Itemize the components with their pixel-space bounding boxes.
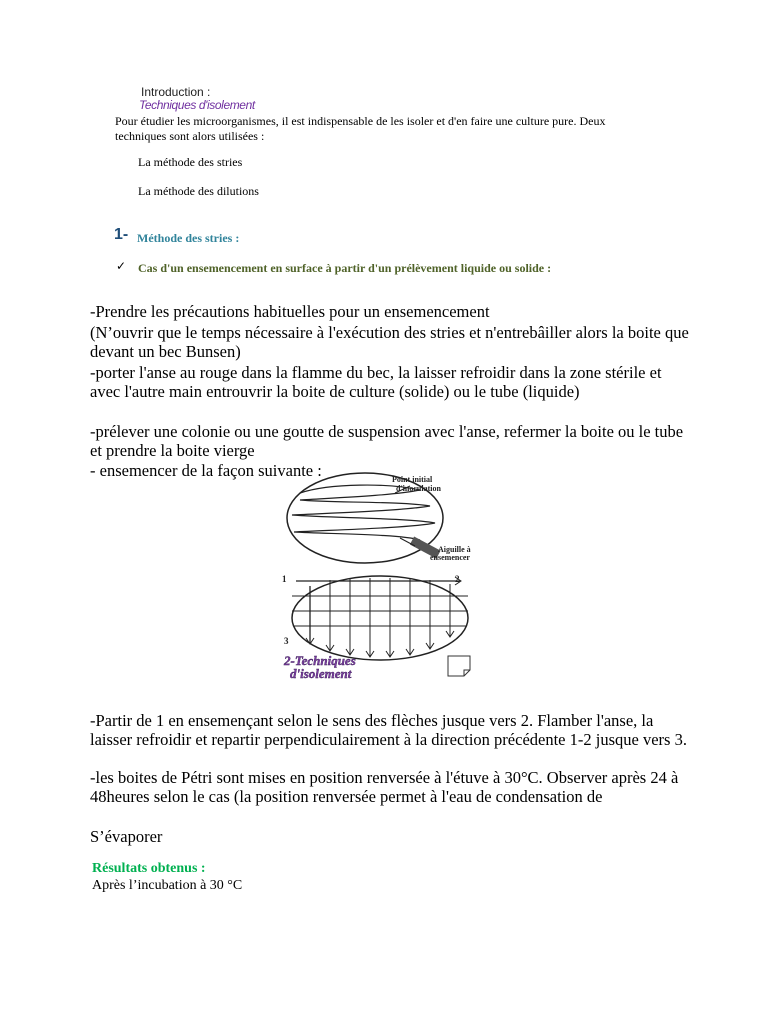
results-title: Résultats obtenus : bbox=[92, 861, 206, 876]
method-item-stries: La méthode des stries bbox=[138, 155, 243, 169]
marker-2: 2 bbox=[455, 574, 460, 584]
method-item-dilutions: La méthode des dilutions bbox=[138, 184, 259, 198]
document-icon bbox=[448, 656, 470, 676]
step-streak-direction: -Partir de 1 en ensemençant selon le sens des flèches jusque vers 2. Flamber l'anse, la laisser refroidir et repartir perpendiculairement à la direction précédente 1-2 jusque vers 3. bbox=[90, 711, 687, 749]
marker-1: 1 bbox=[282, 574, 287, 584]
step-precautions: -Prendre les précautions habituelles pour un ensemencement bbox=[90, 302, 490, 321]
section-title: Méthode des stries : bbox=[137, 231, 240, 245]
label-needle-2: ensemencer bbox=[430, 553, 470, 562]
case-title: Cas d'un ensemencement en surface à partir d'un prélèvement liquide ou solide : bbox=[138, 261, 552, 275]
label-needle: Aiguille à bbox=[438, 545, 471, 554]
streak-method-figure bbox=[270, 468, 500, 683]
step-inoculate: - ensemencer de la façon suivante : bbox=[90, 461, 322, 480]
figure-caption-line1: 2-Techniques bbox=[284, 653, 356, 668]
marker-3: 3 bbox=[284, 636, 289, 646]
intro-paragraph: Pour étudier les microorganismes, il est indispensable de les isoler et d'en faire une culture pure. Deux techniques sont alors utilisées : bbox=[115, 114, 606, 143]
step-open-note: (N’ouvrir que le temps nécessaire à l'exécution des stries et n'entrebâiller alors la boite que devant un bec Bunsen) bbox=[90, 323, 689, 361]
step-flame: -porter l'anse au rouge dans la flamme du bec, la laisser refroidir dans la zone stérile et avec l'autre main entrouvrir la boite de culture (solide) ou le tube (liquide) bbox=[90, 363, 662, 401]
figure-caption-line2: d'isolement bbox=[290, 666, 352, 681]
checkmark-icon: ✓ bbox=[116, 259, 127, 273]
bottom-petri-dish bbox=[292, 576, 468, 660]
label-initial-point-2: d'inoculation bbox=[396, 484, 441, 493]
step-sample: -prélever une colonie ou une goutte de suspension avec l'anse, refermer la boite ou le tube et prendre la boite vierge bbox=[90, 422, 684, 460]
techniques-subtitle: Techniques d'isolement bbox=[139, 98, 255, 112]
section-number: 1- bbox=[114, 226, 129, 243]
step-incubation: -les boites de Pétri sont mises en position renversée à l'étuve à 30°C. Observer après 24 à 48heures selon le cas (la position renversée permet à l'eau de condensation de bbox=[90, 768, 679, 806]
label-initial-point: Point initial bbox=[392, 475, 433, 484]
step-evaporate: S’évaporer bbox=[90, 827, 163, 846]
results-text: Après l’incubation à 30 °C bbox=[92, 878, 243, 893]
intro-label: Introduction : bbox=[141, 85, 211, 99]
